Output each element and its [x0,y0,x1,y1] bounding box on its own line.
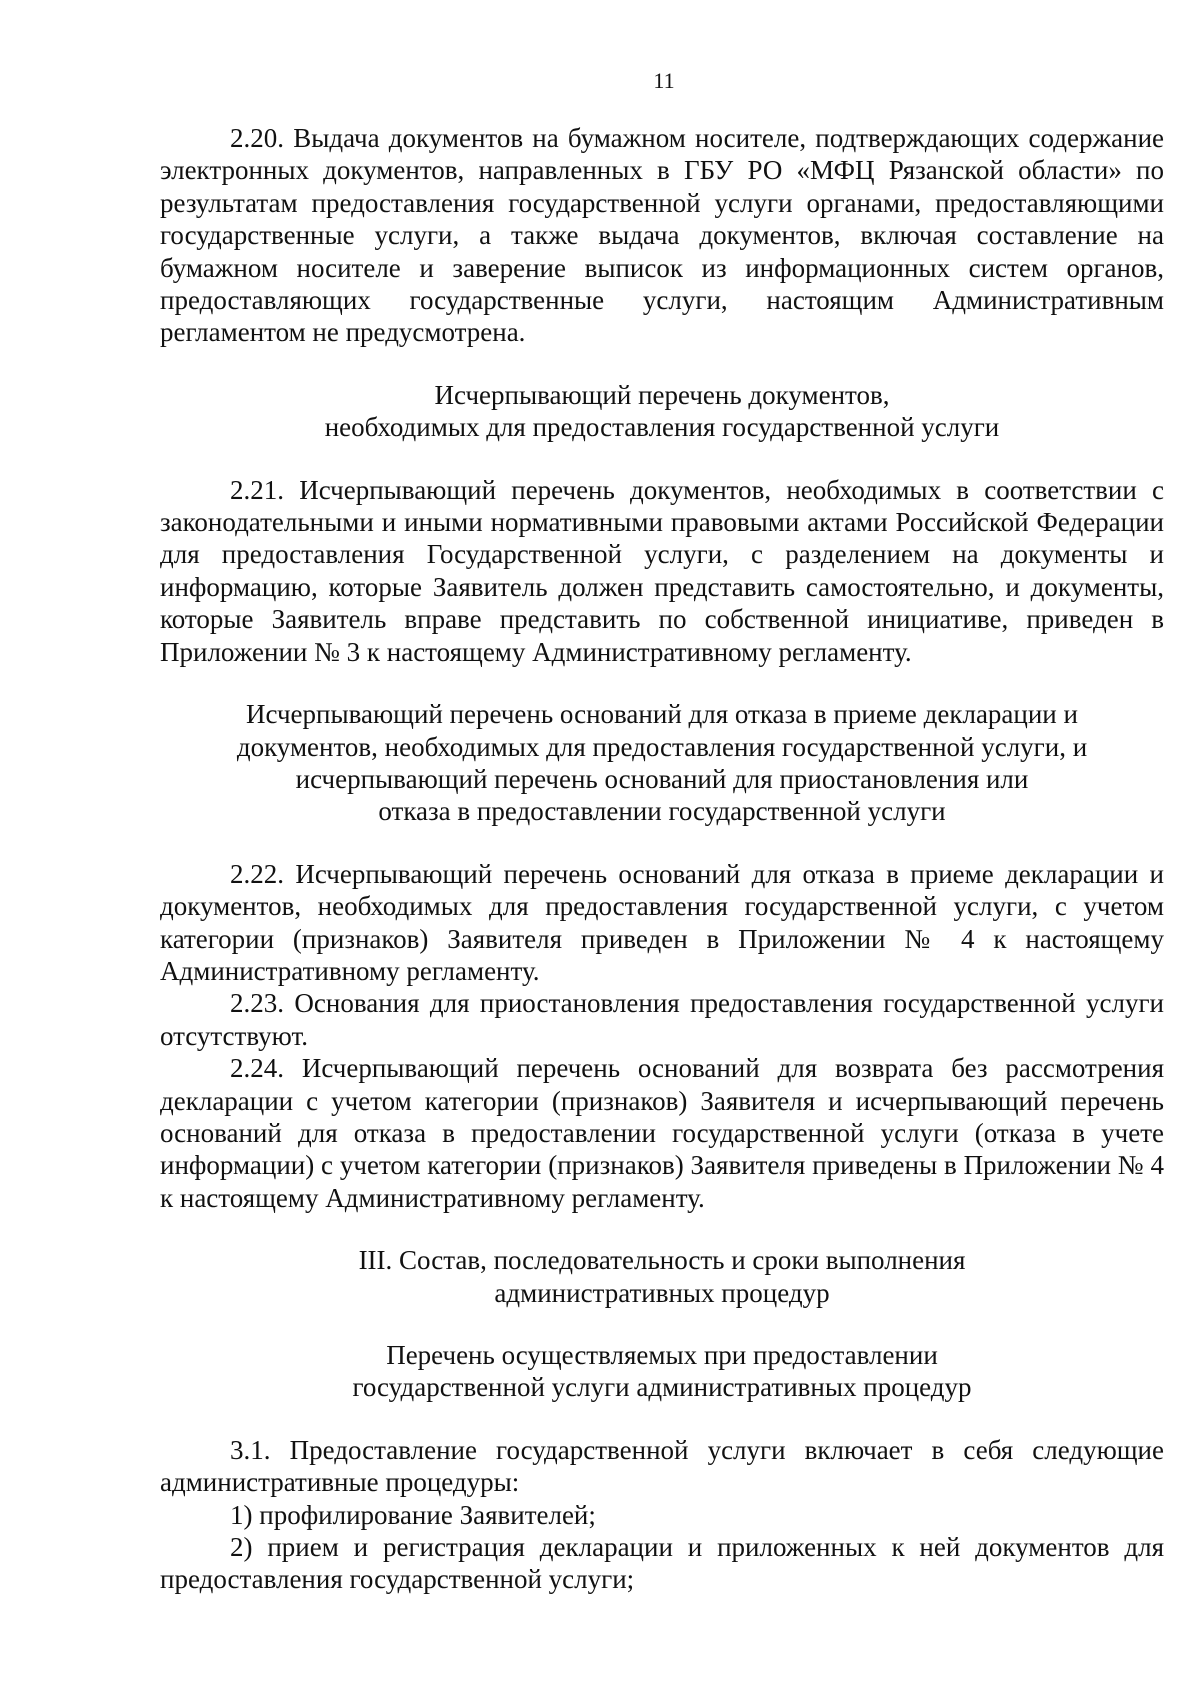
heading-documents-list [160,379,1164,444]
heading-line: отказа в предоставлении государственной услуги [378,796,946,827]
heading-section-3 [160,1244,1164,1309]
heading-line: административных процедур [494,1277,830,1308]
paragraph-2-21: 2.21. Исчерпывающий перечень документов, необходимых в соответствии с законодательными и иными нормативными правовыми актами Российской Федерации для предоставления Государственной услуги, с разделением на документы и информацию, которые Заявитель должен представить самостоятельно, и документы, которые Заявитель вправе представить по собственной инициативе, приведен в Приложении № 3 к настоящему Административному регламенту. [160,474,1164,667]
heading-line: исчерпывающий перечень оснований для приостановления или [295,763,1029,794]
heading-line: Перечень осуществляемых при предоставлении [386,1340,938,1370]
heading-refusal-grounds [160,698,1164,828]
heading-line: III. Состав, последовательность и сроки выполнения [358,1245,966,1276]
heading-line: необходимых для предоставления государственной услуги [324,412,1000,443]
paragraph-2-20: 2.20. Выдача документов на бумажном носителе, подтверждающих содержание электронных документов, направленных в ГБУ РО «МФЦ Рязанской области» по результатам предоставления государственной услуги органами, предоставляющими государственные услуги, а также выдача документов, включая составление на бумажном носителе и заверение выписок из информационных систем органов, предоставляющих государственные услуги, настоящим Административным регламентом не предусмотрена. [160,123,1164,348]
paragraph-2-24: 2.24. Исчерпывающий перечень оснований для возврата без рассмотрения декларации с учетом категории (признаков) Заявителя и исчерпывающий перечень оснований для отказа в предоставлении государственной услуги (отказа в учете информации) с учетом категории (признаков) Заявителя приведены в Приложении № 4 к настоящему Административному регламенту. [160,1053,1164,1213]
paragraph-2-23: 2.23. Основания для приостановления предоставления государственной услуги отсутствуют. [160,988,1164,1051]
list-item-1: 1) профилирование Заявителей; [230,1499,596,1530]
list-item-2: 2) прием и регистрация декларации и приложенных к ней документов для предоставления государственной услуги; [160,1532,1164,1595]
document-page [160,68,1164,1596]
paragraph-3-1: 3.1. Предоставление государственной услуги включает в себя следующие административные процедуры: [160,1434,1164,1498]
heading-line: государственной услуги административных процедур [352,1372,972,1403]
heading-line: документов, необходимых для предоставления государственной услуги, и [236,731,1088,762]
heading-line: Исчерпывающий перечень оснований для отказа в приеме декларации и [246,699,1078,730]
page-number: 11 [653,68,675,93]
heading-line: Исчерпывающий перечень документов, [434,379,890,410]
paragraph-2-22: 2.22. Исчерпывающий перечень оснований для отказа в приеме декларации и документов, необходимых для предоставления государственной услуги, с учетом категории (признаков) Заявителя приведен в Приложении № 4 к настоящему Административному регламенту. [160,858,1164,986]
heading-procedures-list [160,1339,1164,1404]
